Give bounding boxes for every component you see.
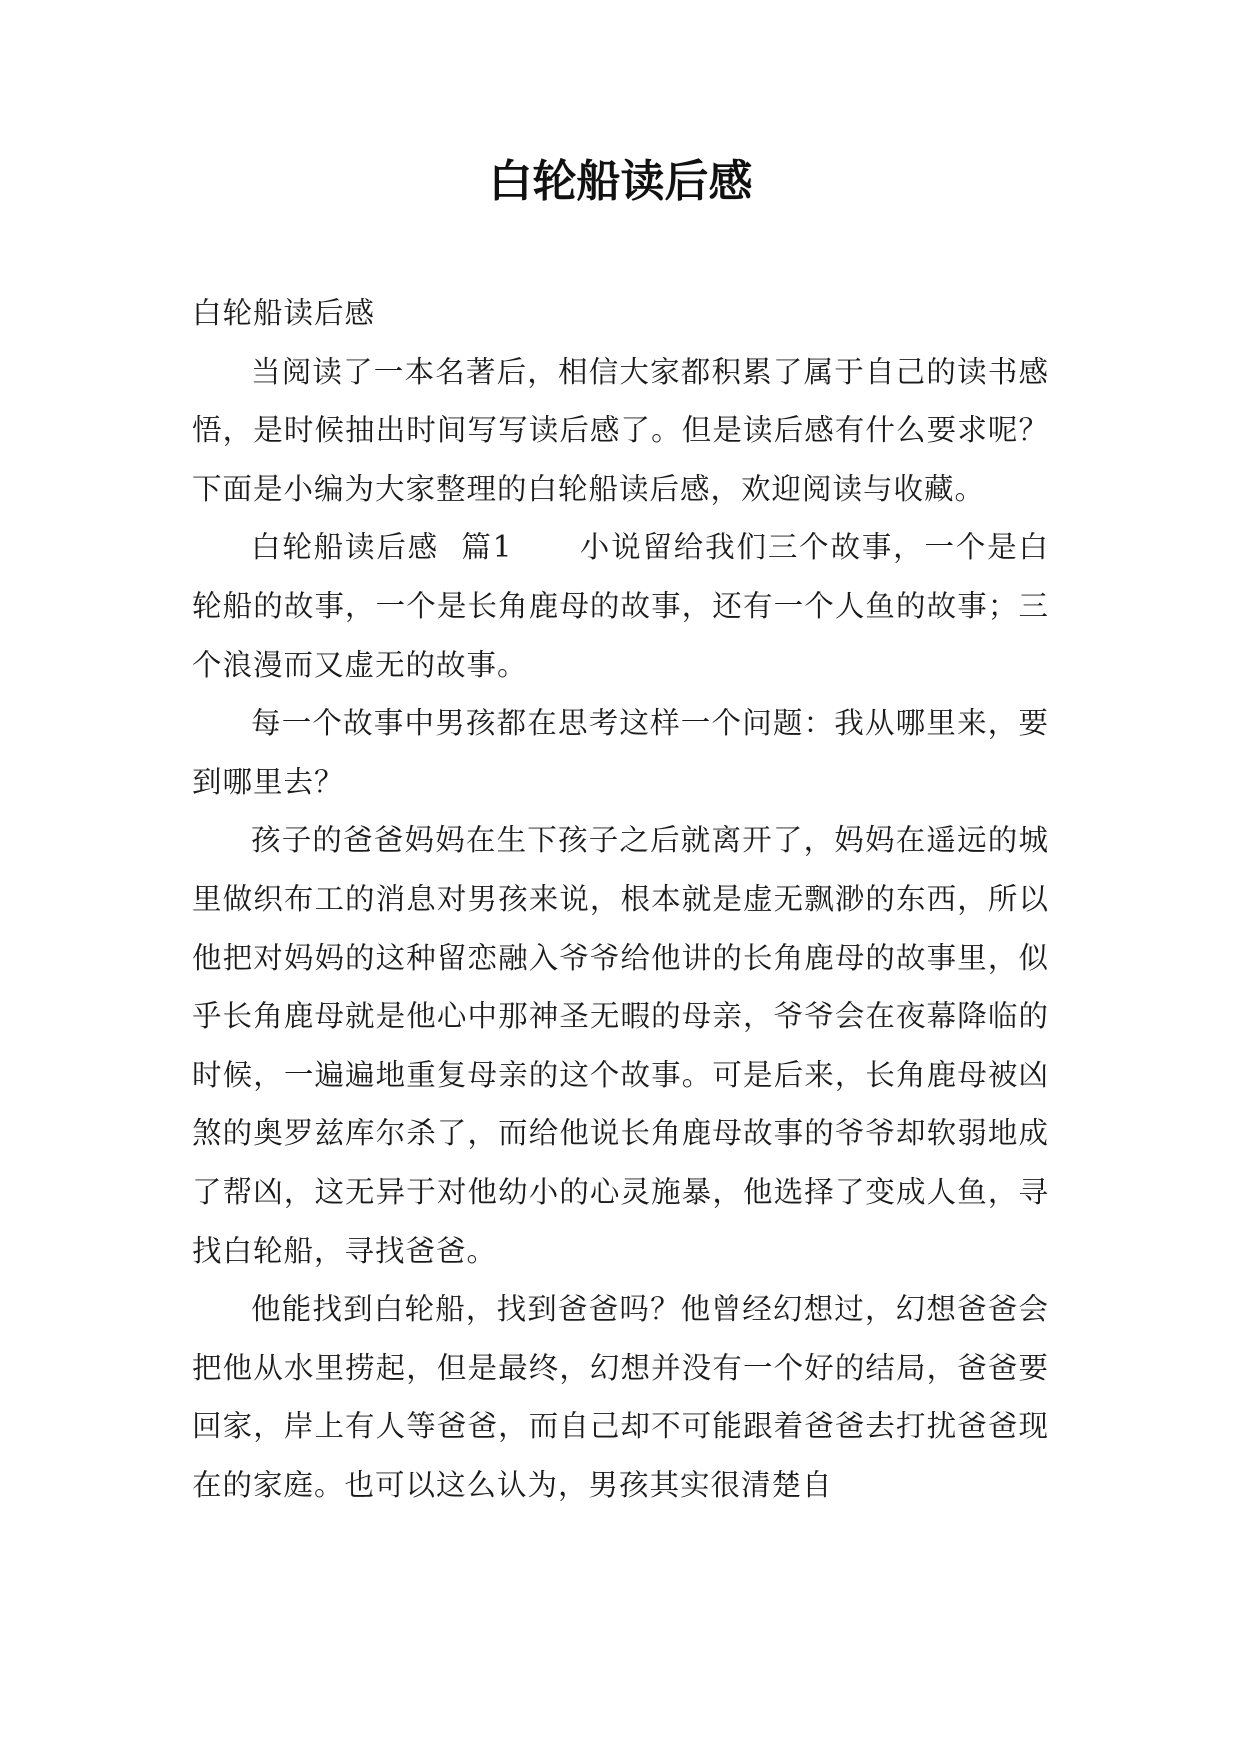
document-body: [192, 284, 1049, 1514]
paragraph-ending: 他能找到白轮船，找到爸爸吗？他曾经幻想过，幻想爸爸会把他从水里捞起，但是最终，幻想并没有一个好的结局，爸爸要回家，岸上有人等爸爸，而自己却不可能跟着爸爸去打扰爸爸现在的家庭。也可以这么认为，男孩其实很清楚自: [192, 1292, 1049, 1502]
paragraph-story: 孩子的爸爸妈妈在生下孩子之后就离开了，妈妈在遥远的城里做织布工的消息对男孩来说，根本就是虚无飘渺的东西，所以他把对妈妈的这种留恋融入爷爷给他讲的长角鹿母的故事里，似乎长角鹿母就是他心中那神圣无暇的母亲，爷爷会在夜幕降临的时候，一遍遍地重复母亲的这个故事。可是后来，长角鹿母被凶煞的奥罗兹库尔杀了，而给他说长角鹿母故事的爷爷却软弱地成了帮凶，这无异于对他幼小的心灵施暴，他选择了变成人鱼，寻找白轮船，寻找爸爸。: [192, 823, 1049, 1268]
document-subtitle: 白轮船读后感: [192, 296, 376, 330]
document-title: 白轮船读后感: [488, 156, 753, 207]
paragraph-question: 每一个故事中男孩都在思考这样一个问题：我从哪里来，要到哪里去？: [192, 706, 1049, 799]
paragraph-intro: 当阅读了一本名著后，相信大家都积累了属于自己的读书感悟，是时候抽出时间写写读后感了。但是读后感有什么要求呢？下面是小编为大家整理的白轮船读后感，欢迎阅读与收藏。: [192, 354, 1049, 506]
paragraph-section-1: 白轮船读后感 篇1 小说留给我们三个故事，一个是白轮船的故事，一个是长角鹿母的故事，还有一个人鱼的故事；三个浪漫而又虚无的故事。: [192, 530, 1049, 682]
